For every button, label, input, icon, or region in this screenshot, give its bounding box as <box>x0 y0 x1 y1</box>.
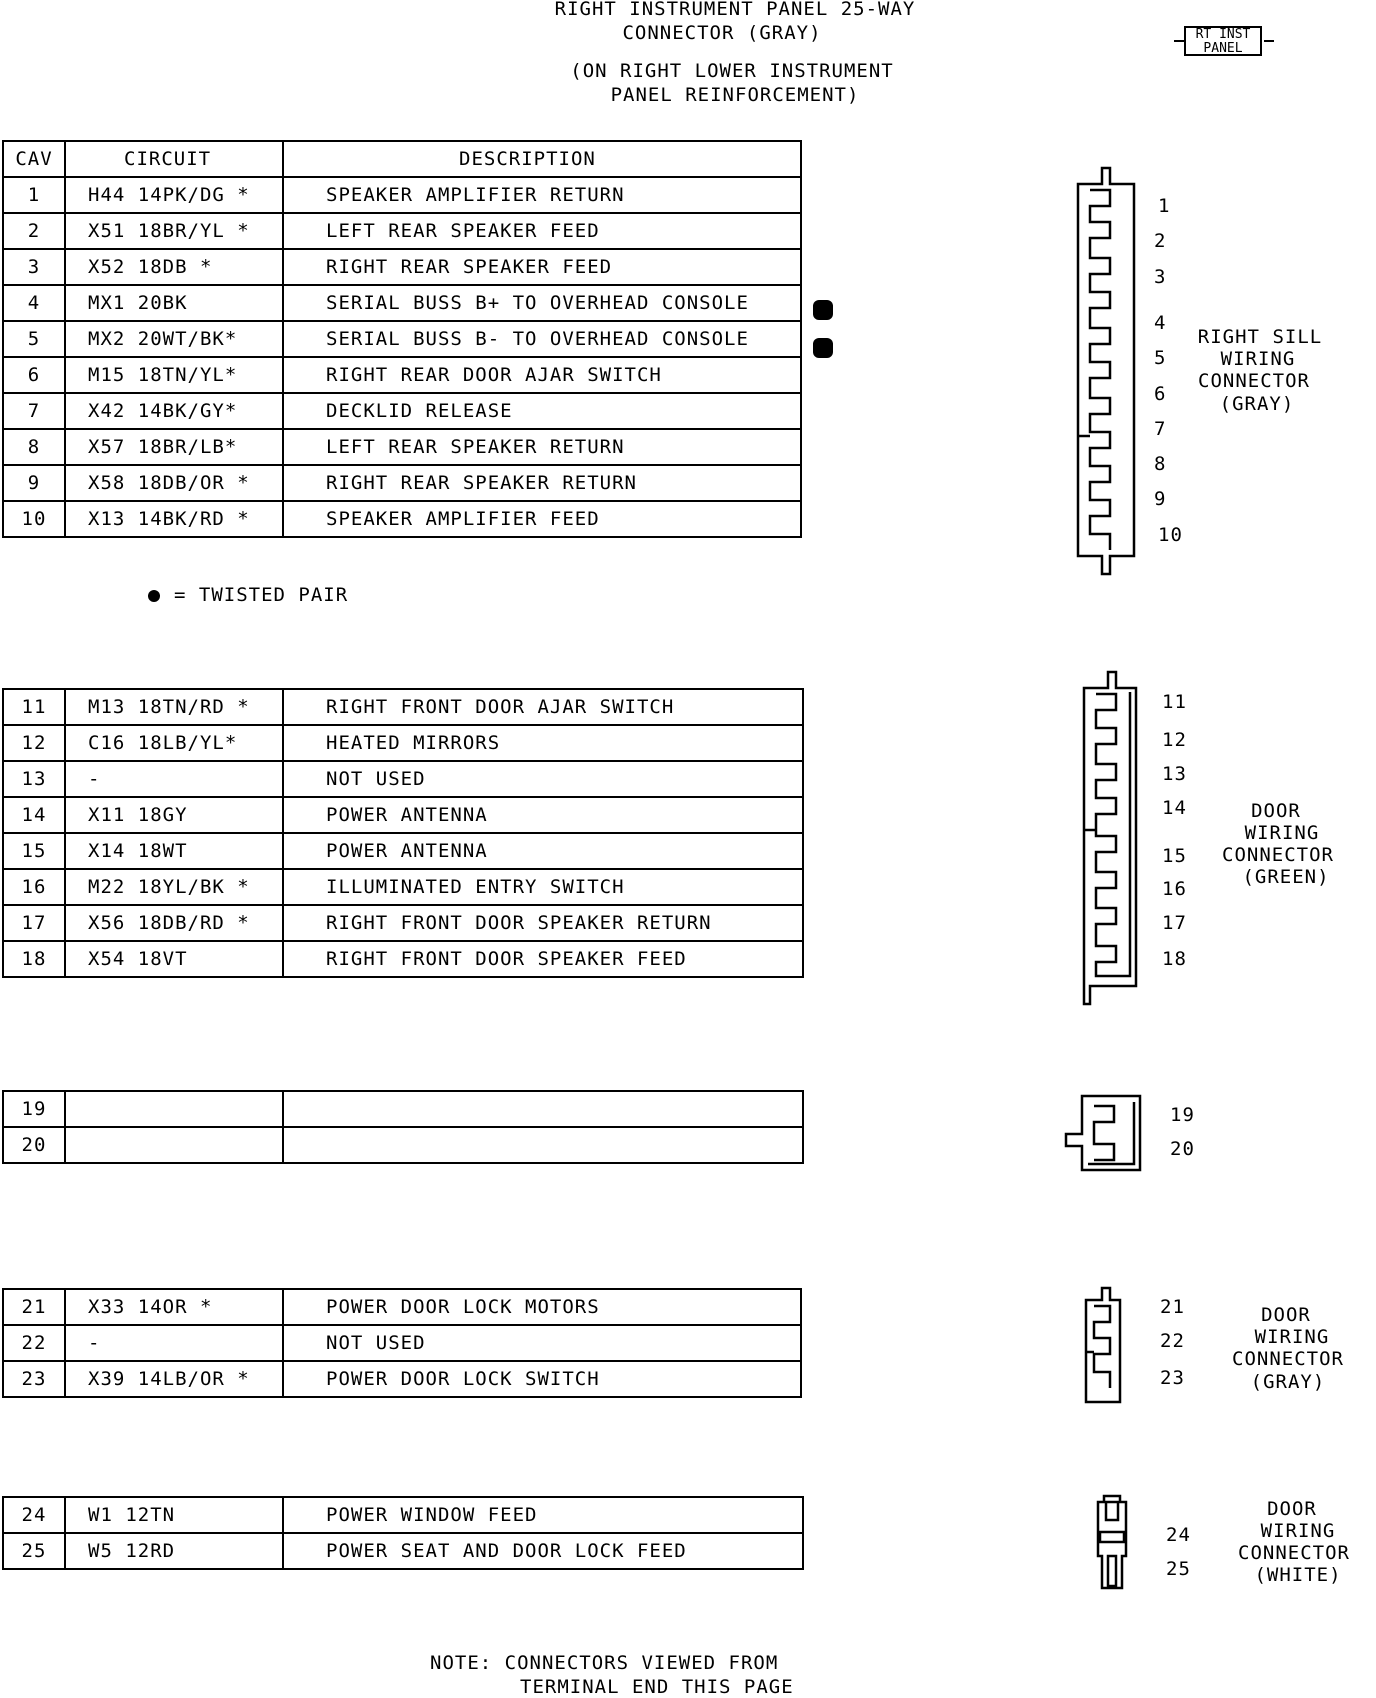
circuit-cell: X52 18DB * <box>65 249 283 285</box>
circuit-cell: H44 14PK/DG * <box>65 177 283 213</box>
pin-label: 19 <box>1170 1104 1195 1126</box>
description-cell: RIGHT FRONT DOOR SPEAKER RETURN <box>283 905 803 941</box>
table-row <box>3 905 803 941</box>
cav-cell: 6 <box>3 357 65 393</box>
twisted-pair-marker-5 <box>813 338 833 358</box>
description-cell: POWER WINDOW FEED <box>283 1497 803 1533</box>
circuit-cell: X57 18BR/LB* <box>65 429 283 465</box>
cav-cell: 13 <box>3 761 65 797</box>
door-connector-gray-icon <box>1082 1286 1132 1406</box>
connector-label-line: WIRING <box>1220 348 1296 370</box>
location-line-1: (ON RIGHT LOWER INSTRUMENT <box>570 60 894 82</box>
pin-label: 18 <box>1162 948 1187 970</box>
cav-cell: 18 <box>3 941 65 977</box>
table-row <box>3 393 801 429</box>
table-row <box>3 285 801 321</box>
badge-line-2: PANEL <box>1203 41 1243 56</box>
connector-label-line: CONNECTOR <box>1238 1542 1350 1564</box>
door-connector-white-icon <box>1088 1492 1138 1592</box>
table-row <box>3 1533 803 1569</box>
connector-label-line: (GREEN) <box>1242 866 1330 888</box>
pinout-table-1 <box>2 140 802 538</box>
location-line-2: PANEL REINFORCEMENT) <box>610 84 860 106</box>
pin-label: 12 <box>1162 729 1187 751</box>
table-row <box>3 1091 803 1127</box>
description-cell: SPEAKER AMPLIFIER RETURN <box>283 177 801 213</box>
description-cell: RIGHT REAR DOOR AJAR SWITCH <box>283 357 801 393</box>
circuit-cell: - <box>65 1325 283 1361</box>
table-row <box>3 689 803 725</box>
pin-label: 11 <box>1162 691 1187 713</box>
circuit-cell: MX1 20BK <box>65 285 283 321</box>
table-row <box>3 1127 803 1163</box>
connector-label-line: DOOR <box>1261 1304 1311 1326</box>
table-row <box>3 1497 803 1533</box>
pin-label: 3 <box>1154 266 1167 288</box>
cav-cell: 10 <box>3 501 65 537</box>
diagram-subtitle: CONNECTOR (GRAY) <box>622 22 822 44</box>
description-cell <box>283 1091 803 1127</box>
twisted-pair-marker-4 <box>813 300 833 320</box>
cav-cell: 16 <box>3 869 65 905</box>
circuit-cell: X33 14OR * <box>65 1289 283 1325</box>
description-cell: ILLUMINATED ENTRY SWITCH <box>283 869 803 905</box>
table-row <box>3 1289 801 1325</box>
col-header-cav: CAV <box>3 141 65 177</box>
circuit-cell: X56 18DB/RD * <box>65 905 283 941</box>
cav-cell: 24 <box>3 1497 65 1533</box>
cav-cell: 19 <box>3 1091 65 1127</box>
note-line-1: NOTE: CONNECTORS VIEWED FROM <box>430 1652 779 1674</box>
pin-label: 20 <box>1170 1138 1195 1160</box>
cav-cell: 5 <box>3 321 65 357</box>
circuit-cell: M15 18TN/YL* <box>65 357 283 393</box>
pinout-table-2 <box>2 688 804 978</box>
table-row <box>3 357 801 393</box>
pin-label: 4 <box>1154 312 1167 334</box>
circuit-cell: X14 18WT <box>65 833 283 869</box>
circuit-cell <box>65 1127 283 1163</box>
pin-label: 10 <box>1158 524 1183 546</box>
description-cell: SERIAL BUSS B- TO OVERHEAD CONSOLE <box>283 321 801 357</box>
circuit-cell: X58 18DB/OR * <box>65 465 283 501</box>
table-row <box>3 213 801 249</box>
table-row <box>3 429 801 465</box>
description-cell: POWER SEAT AND DOOR LOCK FEED <box>283 1533 803 1569</box>
pin-label: 1 <box>1158 195 1171 217</box>
connector-label-line: (GRAY) <box>1219 393 1295 415</box>
table-row <box>3 177 801 213</box>
circuit-cell <box>65 1091 283 1127</box>
connector-label-line: WIRING <box>1254 1326 1330 1348</box>
cav-cell: 17 <box>3 905 65 941</box>
pin-label: 5 <box>1154 347 1167 369</box>
pinout-table-5 <box>2 1496 804 1570</box>
cav-cell: 12 <box>3 725 65 761</box>
pin-label: 8 <box>1154 453 1167 475</box>
cav-cell: 25 <box>3 1533 65 1569</box>
badge-line-1: RT INST <box>1195 27 1251 42</box>
table-header-row <box>3 141 801 177</box>
table-row <box>3 941 803 977</box>
circuit-cell: X39 14LB/OR * <box>65 1361 283 1397</box>
circuit-cell: X13 14BK/RD * <box>65 501 283 537</box>
description-cell: LEFT REAR SPEAKER FEED <box>283 213 801 249</box>
cav-cell: 3 <box>3 249 65 285</box>
badge-tick-left <box>1174 40 1184 42</box>
pinout-table-4 <box>2 1288 802 1398</box>
col-header-circuit: CIRCUIT <box>65 141 283 177</box>
connector-label-line: DOOR <box>1267 1498 1317 1520</box>
description-cell: POWER ANTENNA <box>283 797 803 833</box>
pin-label: 13 <box>1162 763 1187 785</box>
twisted-pair-legend <box>148 586 348 605</box>
pin-label: 9 <box>1154 488 1167 510</box>
table-row <box>3 1361 801 1397</box>
note-line-2: TERMINAL END THIS PAGE <box>520 1676 794 1698</box>
table-row <box>3 833 803 869</box>
table-row <box>3 249 801 285</box>
description-cell: HEATED MIRRORS <box>283 725 803 761</box>
circuit-cell: - <box>65 761 283 797</box>
cav-cell: 14 <box>3 797 65 833</box>
table-row <box>3 501 801 537</box>
connector-label-line: CONNECTOR <box>1198 370 1310 392</box>
connector-label-line: RIGHT SILL <box>1197 326 1323 348</box>
cav-cell: 8 <box>3 429 65 465</box>
description-cell: RIGHT REAR SPEAKER FEED <box>283 249 801 285</box>
description-cell: SERIAL BUSS B+ TO OVERHEAD CONSOLE <box>283 285 801 321</box>
connector-label-line: WIRING <box>1260 1520 1336 1542</box>
pin-label: 22 <box>1160 1330 1185 1352</box>
connector-label-line: (GRAY) <box>1250 1371 1326 1393</box>
pin-label: 2 <box>1154 230 1167 252</box>
twisted-pair-legend-icon <box>148 590 160 602</box>
pin-label: 17 <box>1162 912 1187 934</box>
circuit-cell: MX2 20WT/BK* <box>65 321 283 357</box>
connector-label-line: CONNECTOR <box>1232 1348 1344 1370</box>
table-row <box>3 1325 801 1361</box>
cav-cell: 11 <box>3 689 65 725</box>
circuit-cell: X11 18GY <box>65 797 283 833</box>
description-cell: RIGHT REAR SPEAKER RETURN <box>283 465 801 501</box>
description-cell: NOT USED <box>283 1325 801 1361</box>
description-cell: POWER ANTENNA <box>283 833 803 869</box>
pin-label: 21 <box>1160 1296 1185 1318</box>
door-connector-green-icon <box>1080 670 1150 1006</box>
table-row <box>3 465 801 501</box>
pin-label: 25 <box>1166 1558 1191 1580</box>
cav-cell: 7 <box>3 393 65 429</box>
legend-text: = TWISTED PAIR <box>174 584 349 606</box>
cav-cell: 21 <box>3 1289 65 1325</box>
connector-label-line: (WHITE) <box>1254 1564 1342 1586</box>
description-cell: NOT USED <box>283 761 803 797</box>
connector-label-line: WIRING <box>1244 822 1320 844</box>
connector-label-line: CONNECTOR <box>1222 844 1334 866</box>
description-cell <box>283 1127 803 1163</box>
cav-cell: 20 <box>3 1127 65 1163</box>
circuit-cell: M13 18TN/RD * <box>65 689 283 725</box>
pinout-table-3 <box>2 1090 804 1164</box>
cav-cell: 23 <box>3 1361 65 1397</box>
circuit-cell: X51 18BR/YL * <box>65 213 283 249</box>
table-row <box>3 725 803 761</box>
badge-tick-right <box>1264 40 1274 42</box>
description-cell: RIGHT FRONT DOOR AJAR SWITCH <box>283 689 803 725</box>
circuit-cell: X54 18VT <box>65 941 283 977</box>
description-cell: SPEAKER AMPLIFIER FEED <box>283 501 801 537</box>
circuit-cell: M22 18YL/BK * <box>65 869 283 905</box>
description-cell: POWER DOOR LOCK SWITCH <box>283 1361 801 1397</box>
cav-cell: 4 <box>3 285 65 321</box>
right-sill-connector-icon <box>1074 166 1144 576</box>
circuit-cell: W5 12RD <box>65 1533 283 1569</box>
panel-badge <box>1184 24 1264 58</box>
description-cell: POWER DOOR LOCK MOTORS <box>283 1289 801 1325</box>
description-cell: LEFT REAR SPEAKER RETURN <box>283 429 801 465</box>
pin-label: 7 <box>1154 418 1167 440</box>
connector-label-line: DOOR <box>1251 800 1301 822</box>
cav-cell: 2 <box>3 213 65 249</box>
cav-cell: 1 <box>3 177 65 213</box>
pin-label: 23 <box>1160 1367 1185 1389</box>
col-header-description: DESCRIPTION <box>283 141 801 177</box>
cav-cell: 15 <box>3 833 65 869</box>
circuit-cell: W1 12TN <box>65 1497 283 1533</box>
two-way-connector-icon <box>1064 1094 1144 1174</box>
table-row <box>3 869 803 905</box>
pin-label: 24 <box>1166 1524 1191 1546</box>
description-cell: RIGHT FRONT DOOR SPEAKER FEED <box>283 941 803 977</box>
pin-label: 14 <box>1162 797 1187 819</box>
pin-label: 16 <box>1162 878 1187 900</box>
circuit-cell: X42 14BK/GY* <box>65 393 283 429</box>
pin-label: 15 <box>1162 845 1187 867</box>
cav-cell: 22 <box>3 1325 65 1361</box>
table-row <box>3 321 801 357</box>
cav-cell: 9 <box>3 465 65 501</box>
description-cell: DECKLID RELEASE <box>283 393 801 429</box>
pin-label: 6 <box>1154 383 1167 405</box>
circuit-cell: C16 18LB/YL* <box>65 725 283 761</box>
table-row <box>3 761 803 797</box>
table-row <box>3 797 803 833</box>
diagram-title: RIGHT INSTRUMENT PANEL 25-WAY <box>554 0 916 20</box>
